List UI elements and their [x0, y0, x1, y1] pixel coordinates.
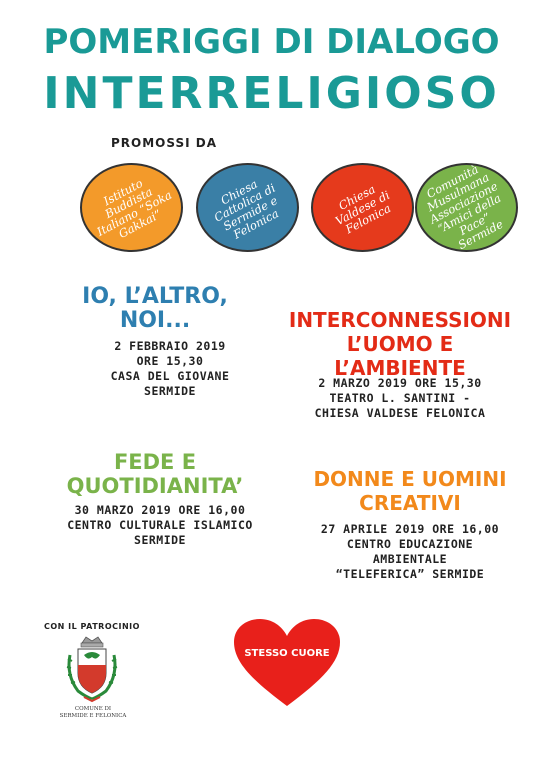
municipal-crest-icon [60, 635, 124, 705]
promoter-text: Chiesa Valdese di Felonica [333, 181, 394, 236]
event-detail-line: TEATRO L. SANTINI - [329, 391, 471, 405]
event-detail-line: 2 FEBBRAIO 2019 [114, 339, 226, 353]
poster-title-line1: POMERIGGI DI DIALOGO [43, 22, 500, 62]
event-details [290, 522, 530, 582]
event-title-line: CREATIVI [359, 491, 461, 515]
comune-line: SERMIDE E FELONICA [59, 713, 127, 719]
comune-line: COMUNE DI [74, 706, 112, 712]
heart-icon [232, 618, 342, 708]
event-detail-line: “TELEFERICA” SERMIDE [335, 567, 485, 581]
event-title [60, 285, 250, 333]
event-title-line: FEDE E [113, 450, 197, 474]
event-title [290, 467, 530, 515]
event-detail-line: SERMIDE [144, 384, 196, 398]
event-title-line: IO, L’ALTRO, [82, 284, 228, 309]
event-detail-line: CASA DEL GIOVANE [110, 369, 230, 383]
event-title [30, 450, 280, 498]
event-detail-line: ORE 15,30 [136, 354, 204, 368]
promoter-text: Istituto Buddista Italiano “Soka Gakkai” [94, 175, 175, 241]
event-title [270, 308, 530, 380]
event-detail-line: SERMIDE [134, 533, 186, 547]
event-detail-line: CENTRO CULTURALE ISLAMICO [67, 518, 253, 532]
event-details [270, 376, 530, 421]
event-title-line: INTERCONNESSIONI [288, 308, 512, 332]
event-detail-line: 2 MARZO 2019 ORE 15,30 [318, 376, 482, 390]
promoter-circle-catholic [196, 163, 299, 252]
heart-label: STESSO CUORE [244, 648, 330, 659]
event-title-line: QUOTIDIANITA’ [66, 474, 244, 498]
promoter-circle-muslim [415, 163, 518, 252]
event-detail-line: 30 MARZO 2019 ORE 16,00 [74, 503, 246, 517]
event-title-line: L’AMBIENTE [334, 356, 466, 380]
promoter-text: Comunità Musulmana Associazione “Amici della Pace” Sermide [424, 161, 506, 252]
event-detail-line: 27 APRILE 2019 ORE 16,00 [320, 522, 500, 536]
event-detail-line: CHIESA VALDESE FELONICA [314, 406, 486, 420]
event-detail-line: CENTRO EDUCAZIONE [346, 537, 474, 551]
event-title-line: DONNE E UOMINI [313, 467, 507, 491]
event-details [15, 503, 305, 548]
promoter-circle-waldensian [311, 163, 414, 252]
promoter-circle-buddhist [80, 163, 183, 252]
event-title-line: NOI... [119, 308, 191, 333]
promoter-text: Chiesa Cattolica di Sermide e Felonica [211, 176, 281, 242]
promossi-label: PROMOSSI DA [111, 136, 218, 150]
event-title-line: L’UOMO E [346, 332, 454, 356]
event-details [60, 339, 280, 399]
comune-name [48, 706, 138, 720]
poster-title-line2: INTERRELIGIOSO [43, 68, 500, 119]
event-detail-line: AMBIENTALE [372, 552, 448, 566]
patrocinio-label: CON IL PATROCINIO [44, 622, 140, 631]
